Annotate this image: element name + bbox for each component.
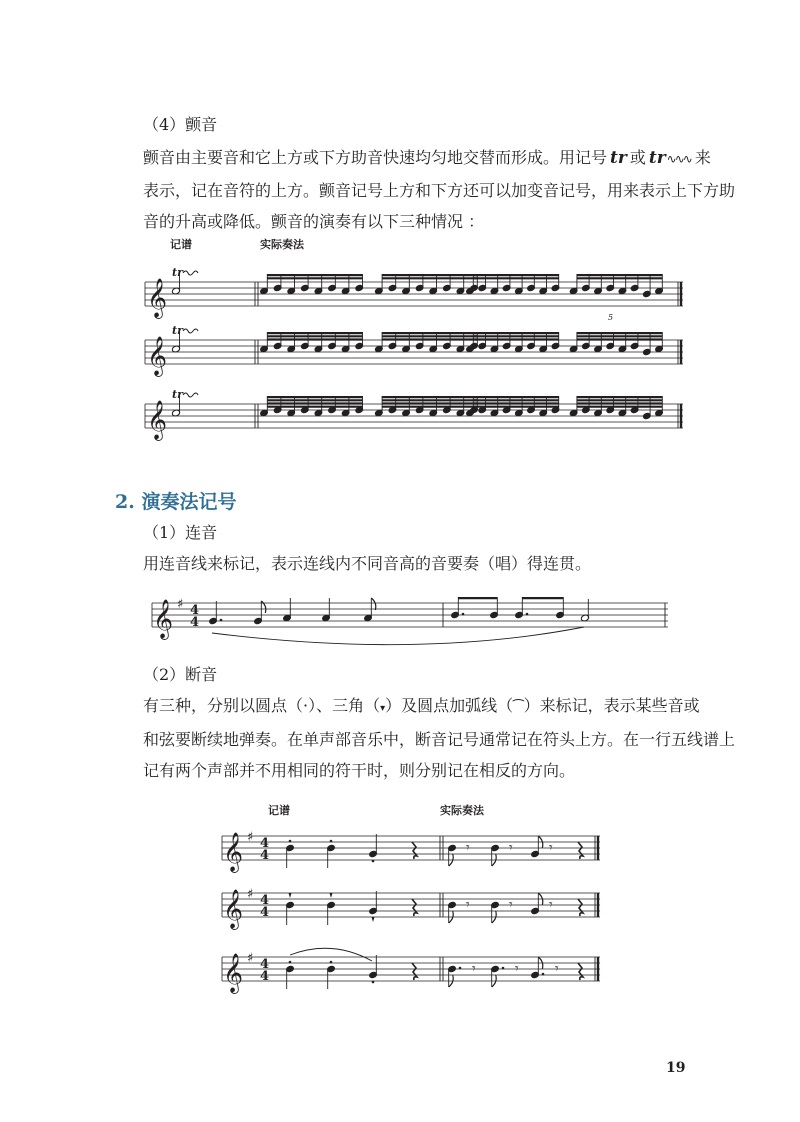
treble-clef: 𝄞 bbox=[223, 953, 244, 993]
beam bbox=[577, 399, 662, 401]
staccato-wedge bbox=[330, 893, 333, 898]
augmentation-dot bbox=[462, 613, 465, 616]
staccato-dot bbox=[372, 981, 375, 984]
treble-clef: 𝄞 bbox=[147, 278, 168, 318]
time-signature-numerator: 4 bbox=[260, 957, 270, 972]
beam bbox=[458, 597, 497, 599]
treble-clef: 𝄞 bbox=[153, 599, 174, 639]
beam bbox=[267, 402, 362, 404]
trill-mark: tr bbox=[172, 266, 183, 279]
augmentation-dot bbox=[542, 973, 545, 976]
beam bbox=[267, 399, 362, 401]
beam bbox=[577, 274, 662, 276]
time-signature-denominator: 4 bbox=[190, 615, 200, 630]
beam bbox=[473, 338, 558, 340]
trill-symbol: tr bbox=[610, 148, 627, 168]
time-signature-denominator: 4 bbox=[260, 848, 270, 863]
beam bbox=[382, 332, 477, 334]
beam bbox=[267, 274, 362, 276]
eighth-rest: 𝄾 bbox=[549, 840, 553, 856]
legato-example bbox=[152, 597, 668, 645]
time-signature-numerator: 4 bbox=[260, 836, 270, 851]
beam bbox=[267, 335, 362, 337]
eighth-rest: 𝄾 bbox=[509, 897, 513, 913]
staccato-dot bbox=[289, 961, 292, 964]
treble-clef: 𝄞 bbox=[147, 400, 168, 440]
trill-line-3: 音的升高或降低。颤音的演奏有以下三种情况 ： bbox=[143, 212, 485, 231]
slur bbox=[212, 627, 584, 645]
trill-line-1: 颤音由主要音和它上方或下方助音快速均匀地交替而形成。用记号 tr 或 tr∿∿∿ 来 bbox=[143, 148, 711, 168]
beam bbox=[382, 274, 477, 276]
beam bbox=[267, 332, 362, 334]
eighth-rest: 𝄾 bbox=[509, 840, 513, 856]
treble-clef: 𝄞 bbox=[223, 889, 244, 929]
beam bbox=[267, 396, 362, 398]
beam bbox=[577, 396, 662, 398]
time-signature-numerator: 4 bbox=[190, 603, 200, 618]
augmentation-dot bbox=[526, 613, 529, 616]
eighth-rest: 𝄾 bbox=[466, 840, 470, 856]
beam bbox=[577, 277, 662, 279]
quarter-rest bbox=[412, 899, 417, 916]
beam bbox=[382, 399, 477, 401]
beam bbox=[577, 335, 662, 337]
legato-heading: （1）连音 bbox=[143, 523, 218, 542]
beam bbox=[267, 338, 362, 340]
staccato-dot bbox=[330, 840, 333, 843]
beam bbox=[382, 277, 477, 279]
trill-examples bbox=[145, 266, 683, 441]
key-signature-sharp: ♯ bbox=[177, 597, 184, 612]
beam bbox=[577, 332, 662, 334]
staccato-line-3: 记有两个声部并不用相同的符干时，则分别记在相反的方向。 bbox=[143, 761, 576, 780]
treble-clef: 𝄞 bbox=[147, 336, 168, 376]
beam bbox=[382, 335, 477, 337]
augmentation-dot bbox=[220, 619, 223, 622]
treble-clef: 𝄞 bbox=[223, 832, 244, 872]
staccato-examples bbox=[222, 830, 600, 994]
time-signature-numerator: 4 bbox=[260, 893, 270, 908]
staccato-dot bbox=[289, 840, 292, 843]
key-signature-sharp: ♯ bbox=[247, 951, 254, 966]
trill-wave bbox=[183, 329, 198, 333]
key-signature-sharp: ♯ bbox=[247, 887, 254, 902]
eighth-rest: 𝄾 bbox=[549, 897, 553, 913]
trill-symbol-wavy: tr bbox=[648, 148, 666, 168]
staccato-dot bbox=[372, 860, 375, 863]
eighth-rest: 𝄾 bbox=[466, 897, 470, 913]
beam bbox=[577, 402, 662, 404]
note-flag bbox=[371, 598, 376, 610]
trill-notation-label: 记谱 bbox=[170, 238, 192, 251]
trill-wave bbox=[183, 393, 198, 397]
beam bbox=[473, 399, 558, 401]
beam bbox=[473, 274, 558, 276]
quarter-rest bbox=[578, 899, 583, 916]
key-signature-sharp: ♯ bbox=[247, 830, 254, 845]
beam bbox=[473, 335, 558, 337]
staccato-wedge bbox=[289, 893, 292, 898]
beam bbox=[473, 332, 558, 334]
staccato-line-1: 有三种，分别以圆点（·）、三角（▾）及圆点加弧线（⁀）来标记，表示某些音或 bbox=[143, 696, 700, 715]
staccato-notation-label: 记谱 bbox=[268, 804, 290, 817]
beam bbox=[382, 406, 477, 408]
trill-mark: tr bbox=[172, 388, 183, 401]
eighth-rest: 𝄾 bbox=[555, 961, 559, 977]
staccato-wedge bbox=[372, 917, 375, 922]
eighth-rest: 𝄾 bbox=[515, 961, 519, 977]
trill-heading: （4）颤音 bbox=[143, 115, 218, 134]
time-signature-denominator: 4 bbox=[260, 969, 270, 984]
trill-performance-label: 实际奏法 bbox=[260, 238, 304, 251]
beam bbox=[577, 406, 662, 408]
quarter-rest bbox=[578, 842, 583, 859]
beam bbox=[267, 406, 362, 408]
staccato-dot bbox=[330, 961, 333, 964]
slur bbox=[290, 948, 372, 961]
beam bbox=[382, 338, 477, 340]
tuplet-number: 5 bbox=[608, 313, 614, 322]
beam bbox=[473, 402, 558, 404]
staccato-performance-label: 实际奏法 bbox=[440, 804, 484, 817]
beam bbox=[577, 338, 662, 340]
page-number: 19 bbox=[666, 1060, 686, 1076]
trill-mark: tr bbox=[172, 324, 183, 337]
beam bbox=[473, 396, 558, 398]
dot-slur-mark-icon: ⁀ bbox=[513, 700, 524, 715]
beam bbox=[473, 277, 558, 279]
wedge-mark-icon: ▾ bbox=[380, 703, 386, 714]
trill-wave bbox=[183, 271, 198, 275]
dot-mark-icon: · bbox=[303, 696, 309, 715]
beam bbox=[522, 597, 563, 599]
quarter-rest bbox=[412, 842, 417, 859]
quarter-rest bbox=[578, 963, 583, 980]
eighth-rest: 𝄾 bbox=[472, 961, 476, 977]
section-heading: 2. 演奏法记号 bbox=[115, 491, 237, 513]
legato-text: 用连音线来标记，表示连线内不同音高的音要奏（唱）得连贯。 bbox=[143, 554, 592, 573]
augmentation-dot bbox=[502, 967, 505, 970]
beam bbox=[382, 396, 477, 398]
trill-wave-icon: ∿∿∿ bbox=[666, 152, 691, 166]
trill-line-2: 表示，记在音符的上方。颤音记号上方和下方还可以加变音记号，用来表示上下方助 bbox=[143, 181, 736, 200]
beam bbox=[473, 406, 558, 408]
time-signature-denominator: 4 bbox=[260, 905, 270, 920]
augmentation-dot bbox=[459, 967, 462, 970]
staccato-heading: （2）断音 bbox=[143, 665, 218, 684]
beam bbox=[382, 402, 477, 404]
quarter-rest bbox=[412, 963, 417, 980]
beam bbox=[267, 277, 362, 279]
staccato-line-2: 和弦要断续地弹奏。在单声部音乐中，断音记号通常记在符头上方。在一行五线谱上 bbox=[143, 730, 736, 749]
